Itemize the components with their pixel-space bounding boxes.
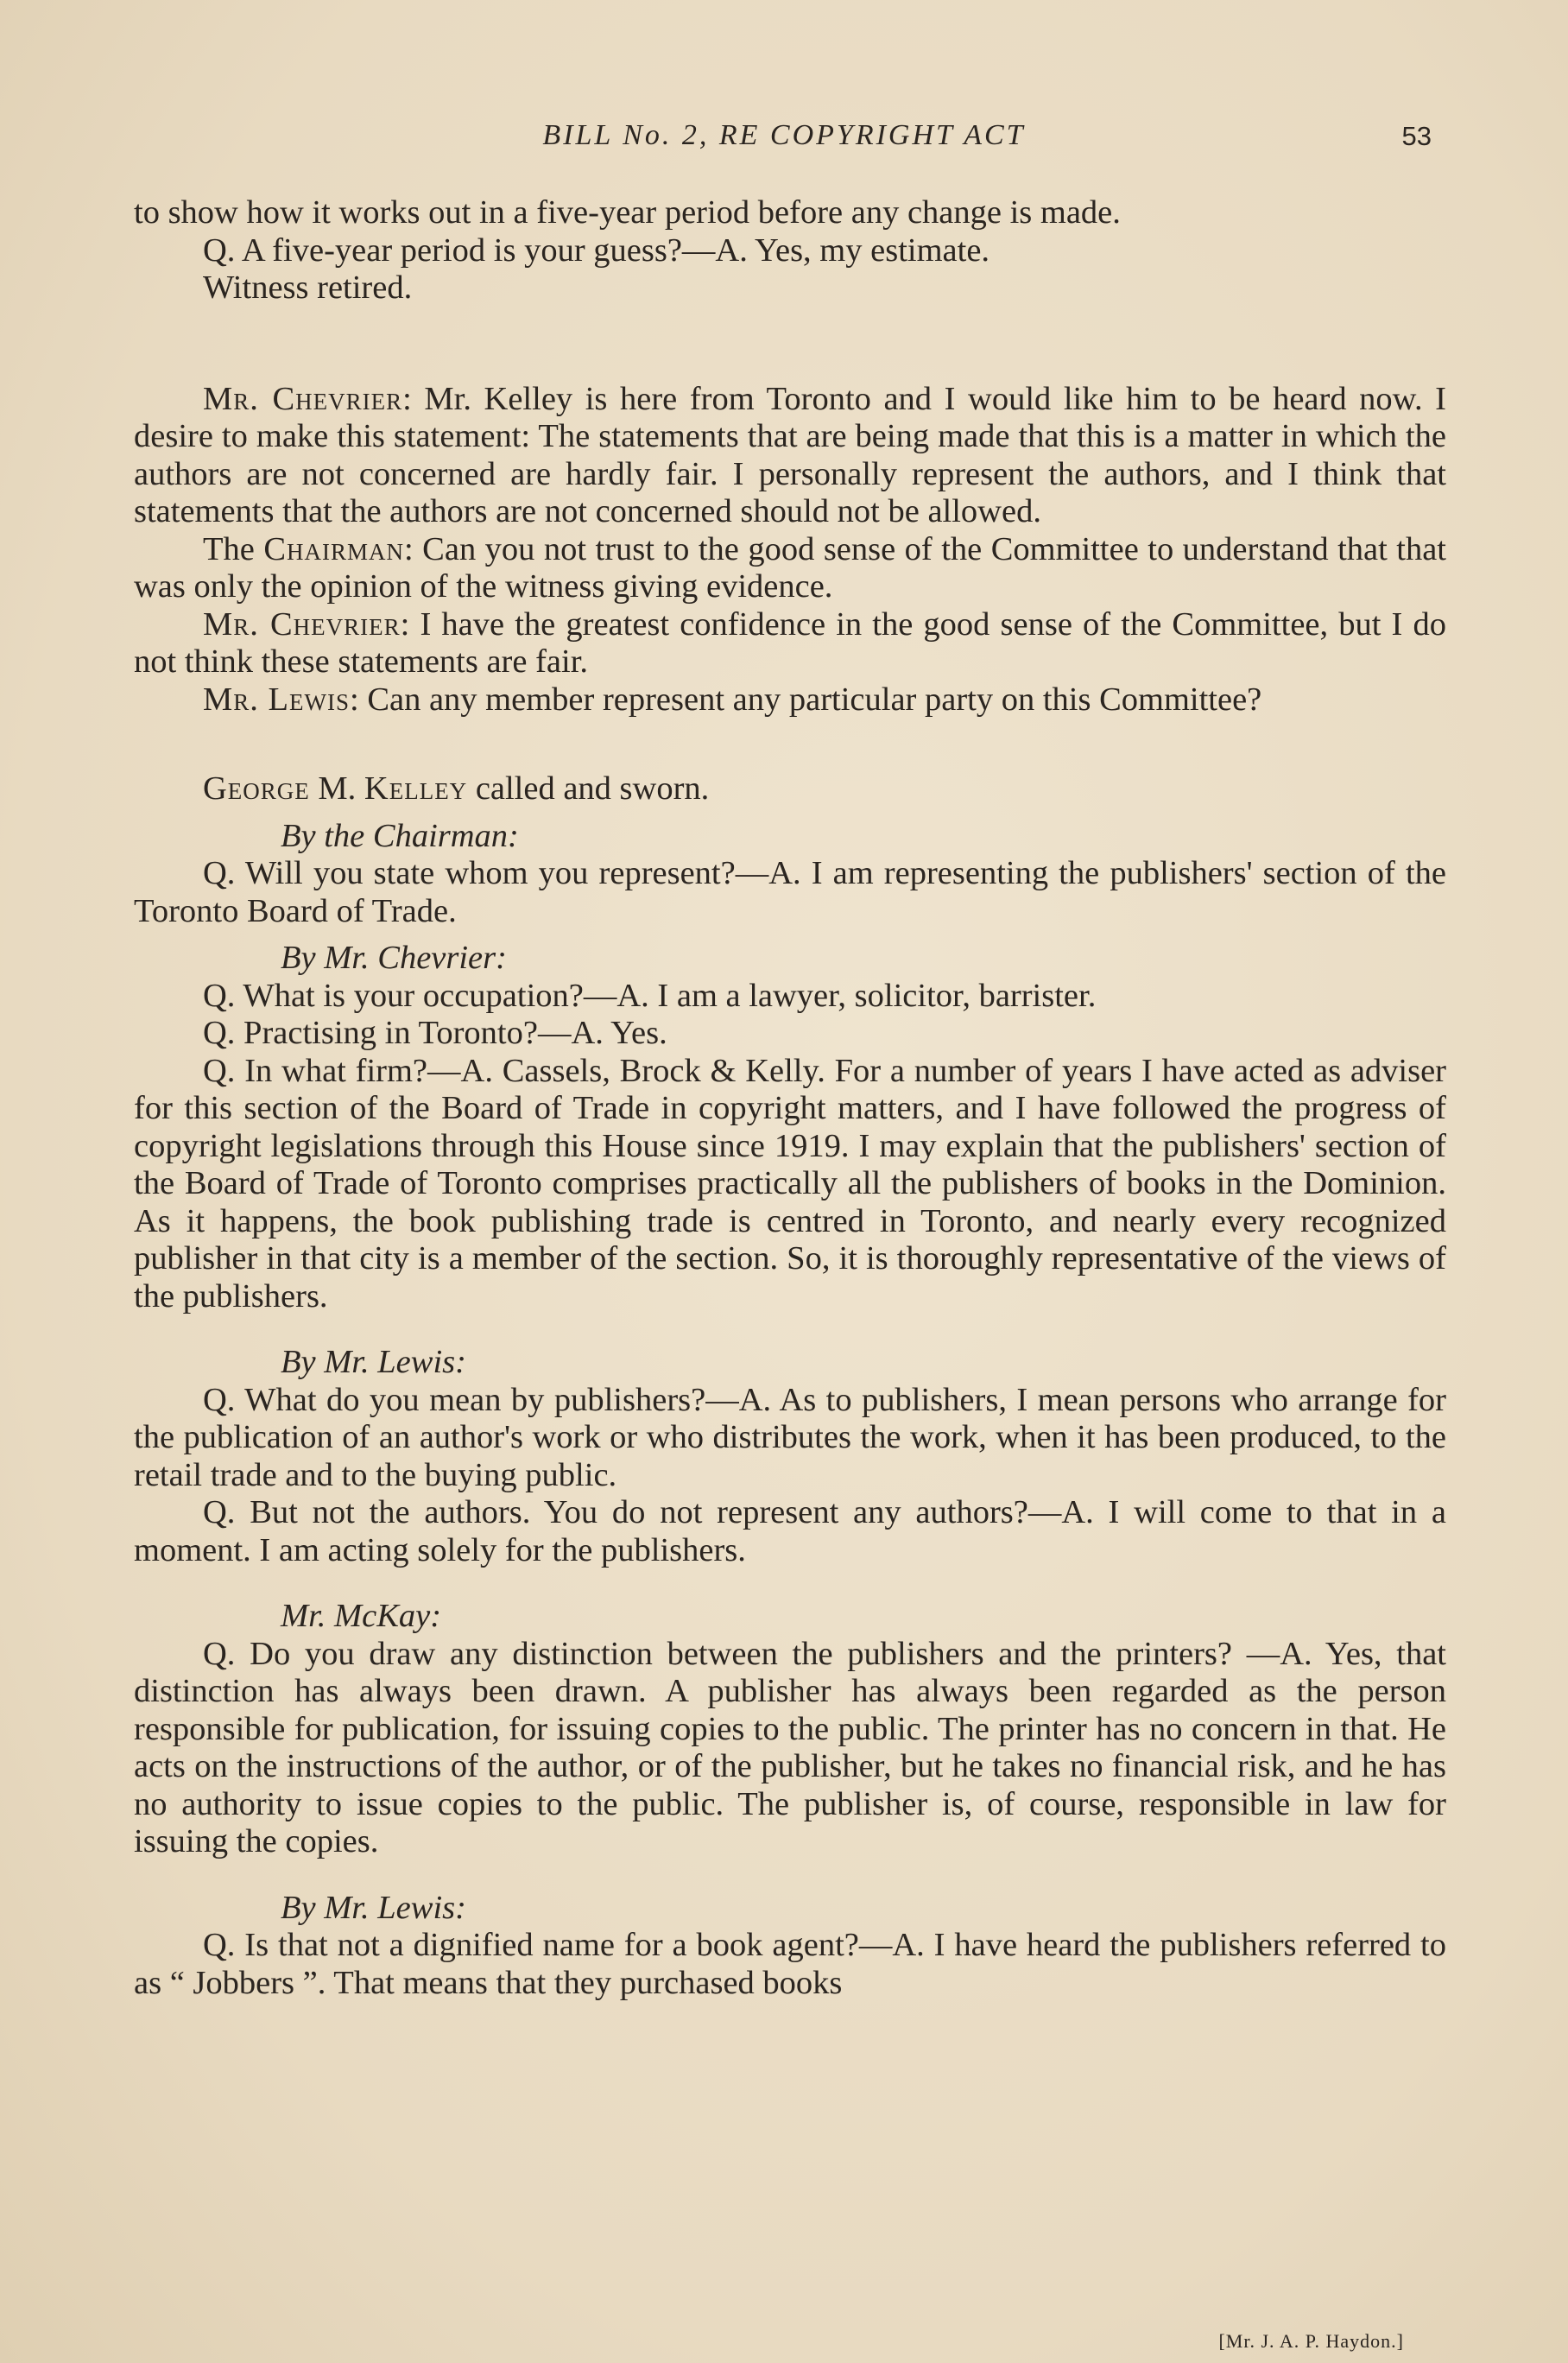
- page-header: [0, 119, 1568, 166]
- witness-sworn: [134, 770, 1446, 808]
- question-answer: Q. Will you state whom you represent?—A. I am representing the publishers' section of the Toronto Board of Trade.: [134, 855, 1446, 929]
- speaker-name: Mr. Lewis: [203, 681, 350, 718]
- witness-retired-note: Witness retired.: [203, 269, 413, 306]
- speaker-name: Mr. Chevrier: [203, 380, 403, 417]
- question-answer: Q. What is your occupation?—A. I am a lawyer, solicitor, barrister.: [203, 977, 1097, 1014]
- statement-text: : Mr. Kelley is here from Toronto and I would like him to be heard now. I desire to make this statement: The statements that are being made that this is a matter in which the authors are not concerned are hardly fair. I personally represent the authors, and I think that statements that the authors are not concerned should not be allowed.: [134, 380, 1446, 529]
- sworn-text: called and sworn.: [467, 770, 710, 807]
- witness-last-name: Kelley: [364, 770, 468, 807]
- question-answer: Q. Is that not a dignified name for a book agent?—A. I have heard the publishers referred to as “ Jobbers ”. That means that they purchased books: [134, 1927, 1446, 2001]
- witness-first-name: George: [203, 770, 310, 807]
- question-answer: Q. A five-year period is your guess?—A. Yes, my estimate.: [203, 231, 990, 269]
- statement-chairman: [134, 531, 1446, 606]
- examiner-heading: By Mr. Chevrier:: [281, 940, 507, 976]
- statement-chevrier-2: [134, 606, 1446, 681]
- examiner-heading: Mr. McKay:: [281, 1598, 442, 1634]
- statement-lewis: [134, 681, 1446, 719]
- running-head: BILL No. 2, RE COPYRIGHT ACT: [542, 119, 1026, 151]
- footer-attribution: [Mr. J. A. P. Haydon.]: [1218, 2330, 1404, 2352]
- statement-text: : I have the greatest confidence in the good sense of the Committee, but I do not think these statements are fair.: [134, 605, 1446, 680]
- page-number: 53: [1401, 121, 1432, 151]
- examiner-heading: By the Chairman:: [281, 817, 519, 854]
- statement-text: : Can any member represent any particular party on this Committee?: [350, 681, 1262, 718]
- paragraph: to show how it works out in a five-year period before any change is made.: [134, 194, 1121, 231]
- question-answer: Q. Practising in Toronto?—A. Yes.: [203, 1015, 667, 1051]
- examiner-heading: By Mr. Lewis:: [281, 1344, 466, 1380]
- question-answer: Q. Do you draw any distinction between the publishers and the printers? —A. Yes, that distinction has always been drawn. A publisher has always been regarded as the person responsible for publication, for issuing copies to the public. The printer has no concern in that. He acts on the instructions of the author, or of the publisher, but he takes no financial risk, and he has no authority to issue copies to the public. The publisher is, of course, responsible in law for issuing the copies.: [134, 1635, 1446, 1859]
- examiner-heading: By Mr. Lewis:: [281, 1889, 466, 1926]
- question-answer: Q. In what firm?—A. Cassels, Brock & Kelly. For a number of years I have acted as adviser for this section of the Board of Trade in copyright matters, and I have followed the progress of copyright legislations through this House since 1919. I may explain that the publishers' section of the Board of Trade of Toronto comprises practically all the publishers of books in the Dominion. As it happens, the book publishing trade is centred in Toronto, and nearly every recognized publisher in that city is a member of the section. So, it is thoroughly representative of the views of the publishers.: [134, 1052, 1446, 1315]
- page-body: [134, 194, 1446, 2002]
- question-answer: Q. What do you mean by publishers?—A. As to publishers, I mean persons who arrange for the publication of an author's work or who distributes the work, when it has been produced, to the retail trade and to the buying public.: [134, 1381, 1446, 1493]
- speaker-name: Mr. Chevrier: [203, 605, 401, 643]
- question-answer: Q. But not the authors. You do not represent any authors?—A. I will come to that in a moment. I am acting solely for the publishers.: [134, 1494, 1446, 1568]
- speaker-prefix: The: [203, 530, 264, 567]
- speaker-name: Chairman: [263, 530, 405, 567]
- witness-middle-initial: M.: [309, 770, 364, 807]
- statement-chevrier: [134, 381, 1446, 531]
- statement-text: : Can you not trust to the good sense of the Committee to understand that that was only the opinion of the witness giving evidence.: [134, 530, 1446, 605]
